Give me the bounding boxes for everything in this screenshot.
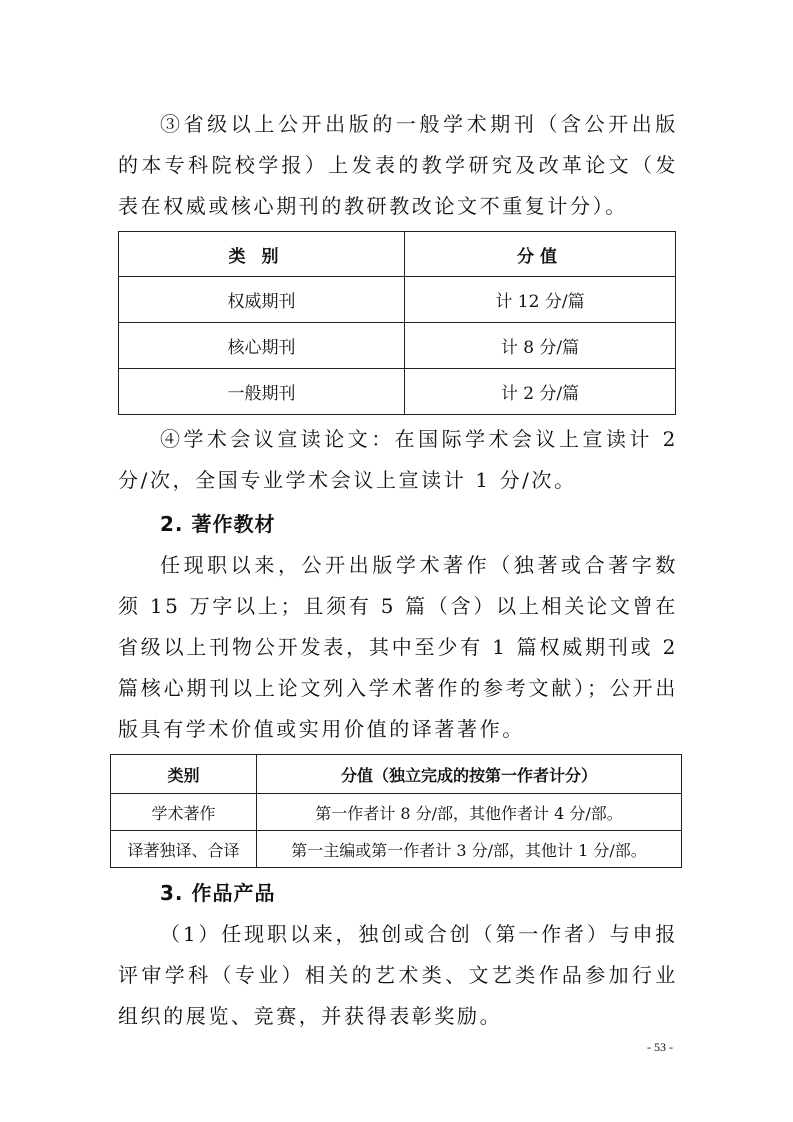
paragraph-teaching-research-papers: ③省级以上公开出版的一般学术期刊（含公开出版的本专科院校学报）上发表的教学研究及改革论文（发表在权威或核心期刊的教研教改论文不重复计分）。 [118, 112, 678, 218]
journal-score-table [118, 231, 676, 415]
table-cell-score: 计 2 分/篇 [405, 369, 676, 415]
table-cell-score: 第一主编或第一作者计 3 分/部，其他计 1 分/部。 [257, 831, 682, 868]
table-row [119, 277, 676, 323]
table-cell-category: 权威期刊 [119, 277, 405, 323]
table-cell-score: 第一作者计 8 分/部，其他作者计 4 分/部。 [257, 794, 682, 831]
paragraph-academic-works: 任现职以来，公开出版学术著作（独著或合著字数须 15 万字以上；且须有 5 篇（含）以上相关论文曾在省级以上刊物公开发表，其中至少有 1 篇权威期刊或 2 篇核心期刊以上论文列入学术著作的参考文献）；公开出版具有学术价值或实用价值的译著著作。 [118, 553, 678, 741]
section-heading-works-textbooks: 2. 著作教材 [160, 512, 276, 536]
section-heading-works-products: 3. 作品产品 [160, 881, 276, 905]
table-header-row [111, 755, 682, 794]
table-row [119, 323, 676, 369]
table-cell-category: 核心期刊 [119, 323, 405, 369]
table-cell-category: 学术著作 [111, 794, 257, 831]
table-cell-score: 计 12 分/篇 [405, 277, 676, 323]
table-cell-category: 译著独译、合译 [111, 831, 257, 868]
table-row [111, 794, 682, 831]
table-cell-category: 一般期刊 [119, 369, 405, 415]
table-row [119, 369, 676, 415]
table-header-category: 类别 [119, 232, 405, 277]
table-cell-score: 计 8 分/篇 [405, 323, 676, 369]
table-header-row [119, 232, 676, 277]
table-header-score: 分值（独立完成的按第一作者计分） [257, 755, 682, 794]
page-content [118, 104, 678, 1037]
table-row [111, 831, 682, 868]
table-header-category: 类别 [111, 755, 257, 794]
works-score-table [110, 754, 682, 868]
paragraph-conference-papers: ④学术会议宣读论文：在国际学术会议上宣读计 2 分/次，全国专业学术会议上宣读计 1 分/次。 [118, 427, 678, 492]
table-header-score: 分值 [405, 232, 676, 277]
paragraph-art-works: （1）任现职以来，独创或合创（第一作者）与申报评审学科（专业）相关的艺术类、文艺类作品参加行业组织的展览、竞赛，并获得表彰奖励。 [118, 922, 678, 1028]
page-number: - 53 - [647, 1040, 673, 1054]
